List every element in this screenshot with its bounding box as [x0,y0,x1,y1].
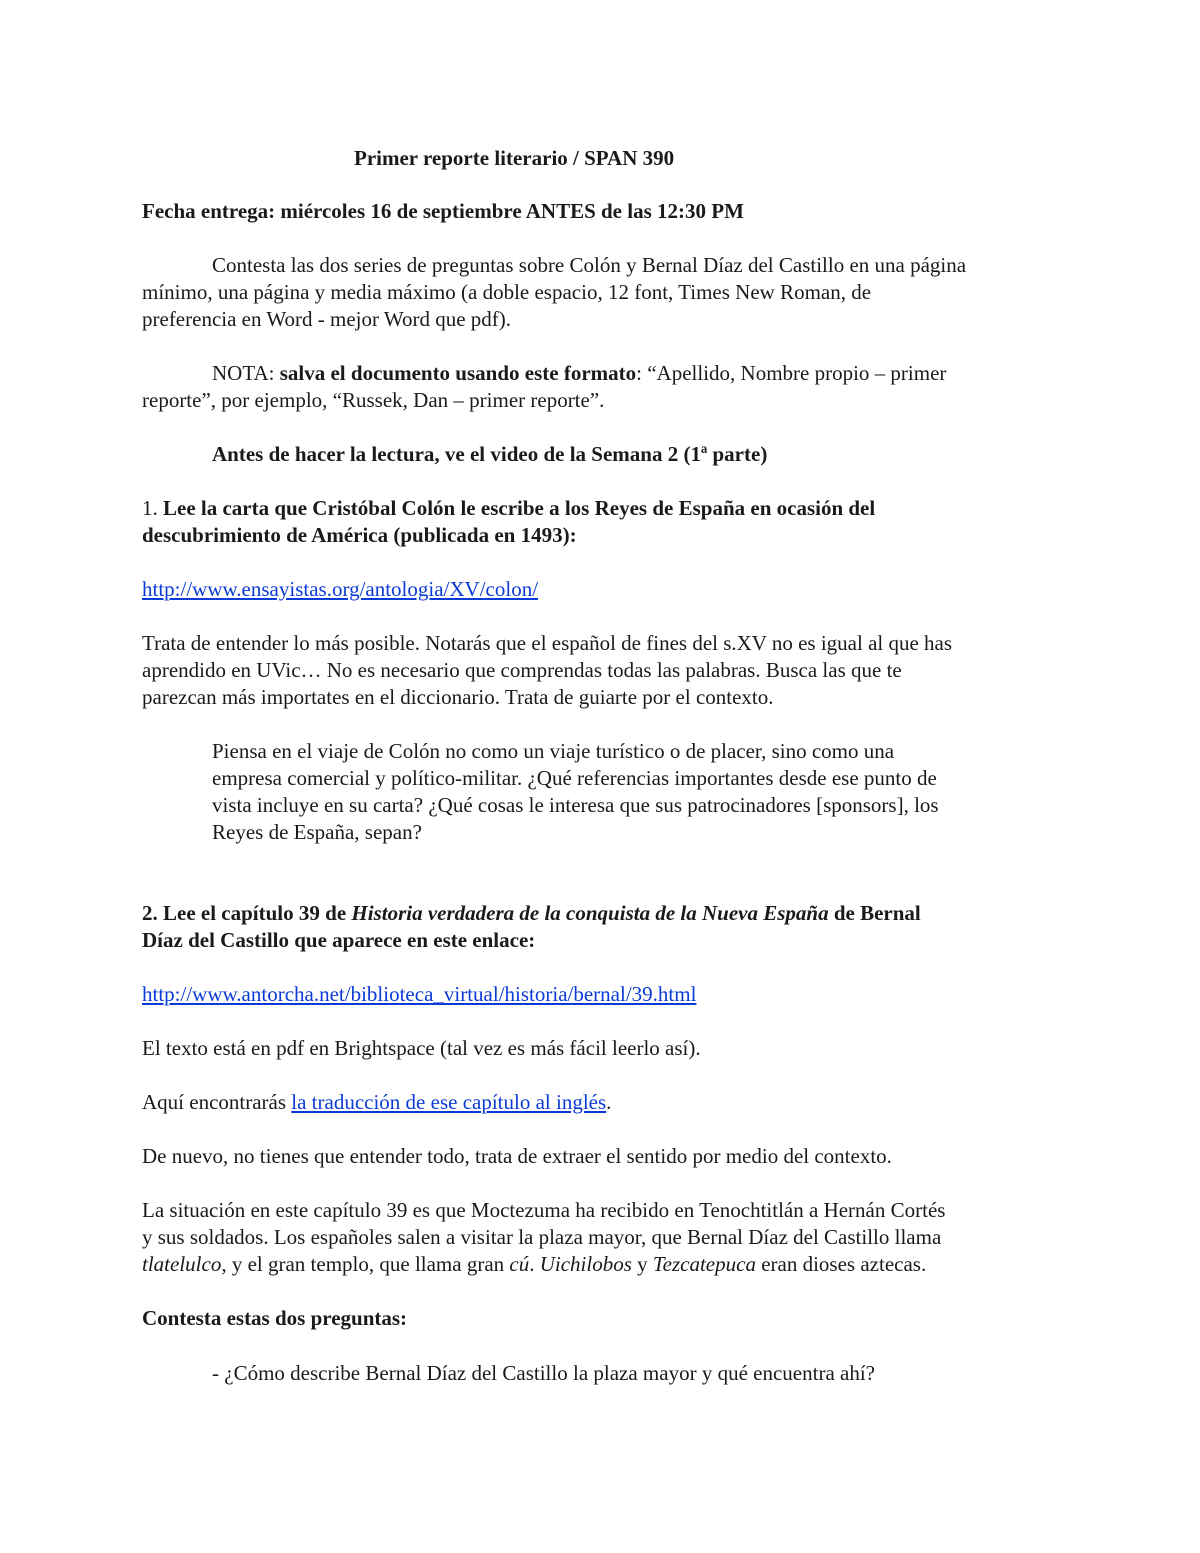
section1-heading-text: Lee la carta que Cristóbal Colón le escribe a los Reyes de España en ocasión del [163,496,876,520]
context-note: De nuevo, no tienes que entender todo, trata de extraer el sentido por medio del contexto. [142,1144,892,1168]
video-note: Antes de hacer la lectura, ve el video de la Semana 2 (1ª parte) [212,442,768,466]
section1-number: 1. [142,496,163,520]
question-1: - ¿Cómo describe Bernal Díaz del Castillo la plaza mayor y qué encuentra ahí? [212,1361,875,1385]
intro-line: mínimo, una página y media máximo (a doble espacio, 12 font, Times New Roman, de [142,280,872,304]
situation-text: , y el gran templo, que llama gran [221,1252,510,1276]
term-uichilobos: Uichilobos [539,1252,632,1276]
nota-rest: : “Apellido, Nombre propio – primer [636,361,947,385]
bernal-chapter-link[interactable]: http://www.antorcha.net/biblioteca_virtual/historia/bernal/39.html [142,982,697,1006]
section1-heading [142,495,875,522]
situation-line: y sus soldados. Los españoles salen a visitar la plaza mayor, que Bernal Díaz del Castillo llama [142,1225,942,1249]
bernal-link-line [142,981,696,1008]
translation-prefix: Aquí encontrarás [142,1090,292,1114]
situation-line: La situación en este capítulo 39 es que Moctezuma ha recibido en Tenochtitlán a Hernán Cortés [142,1198,946,1222]
section1-heading-line-2: descubrimiento de América (publicada en 1493): [142,523,577,547]
term-tezcatepuca: Tezcatepuca [652,1252,756,1276]
questions-heading: Contesta estas dos preguntas: [142,1306,408,1330]
due-date: Fecha entrega: miércoles 16 de septiembre ANTES de las 12:30 PM [142,199,744,223]
section1-paragraph-line: parezcan más importates en el diccionario. Trata de guiarte por el contexto. [142,685,774,709]
section2-heading-line-2: Díaz del Castillo que aparece en este enlace: [142,928,536,952]
situation-line-3 [142,1251,926,1278]
situation-text: y [631,1252,653,1276]
translation-line [142,1089,611,1116]
intro-line: Contesta las dos series de preguntas sobre Colón y Bernal Díaz del Castillo en una página [212,253,967,277]
situation-text: . [529,1252,540,1276]
translation-link[interactable]: la traducción de ese capítulo al inglés [291,1090,607,1114]
term-cu: cú [509,1252,530,1276]
section1-question-line: Piensa en el viaje de Colón no como un viaje turístico o de placer, sino como una [212,739,895,763]
document-title: Primer reporte literario / SPAN 390 [354,146,675,170]
colon-link-line [142,576,538,603]
section1-paragraph-line: aprendido en UVic… No es necesario que comprendas todas las palabras. Busca las que te [142,658,902,682]
section1-question-line: empresa comercial y político-militar. ¿Qué referencias importantes desde ese punto de [212,766,937,790]
section2-heading [142,900,921,927]
section1-paragraph-line: Trata de entender lo más posible. Notarás que el español de fines del s.XV no es igual al que has [142,631,953,655]
translation-suffix: . [606,1090,612,1114]
section1-question-line: Reyes de España, sepan? [212,820,422,844]
section2-heading-b: de Bernal [828,901,921,925]
nota-bold: salva el documento usando este formato [279,361,637,385]
term-tlatelulco: tlatelulco [142,1252,222,1276]
intro-line: preferencia en Word - mejor Word que pdf). [142,307,512,331]
nota-line [212,360,946,387]
section1-question-line: vista incluye en su carta? ¿Qué cosas le interesa que sus patrocinadores [sponsors], los [212,793,939,817]
colon-letter-link[interactable]: http://www.ensayistas.org/antologia/XV/colon/ [142,577,539,601]
situation-text: eran dioses aztecas. [755,1252,927,1276]
nota-line-2: reporte”, por ejemplo, “Russek, Dan – primer reporte”. [142,388,605,412]
nota-label: NOTA: [212,361,280,385]
pdf-note: El texto está en pdf en Brightspace (tal vez es más fácil leerlo así). [142,1036,701,1060]
book-title: Historia verdadera de la conquista de la Nueva España [351,901,829,925]
section2-heading-a: 2. Lee el capítulo 39 de [142,901,352,925]
